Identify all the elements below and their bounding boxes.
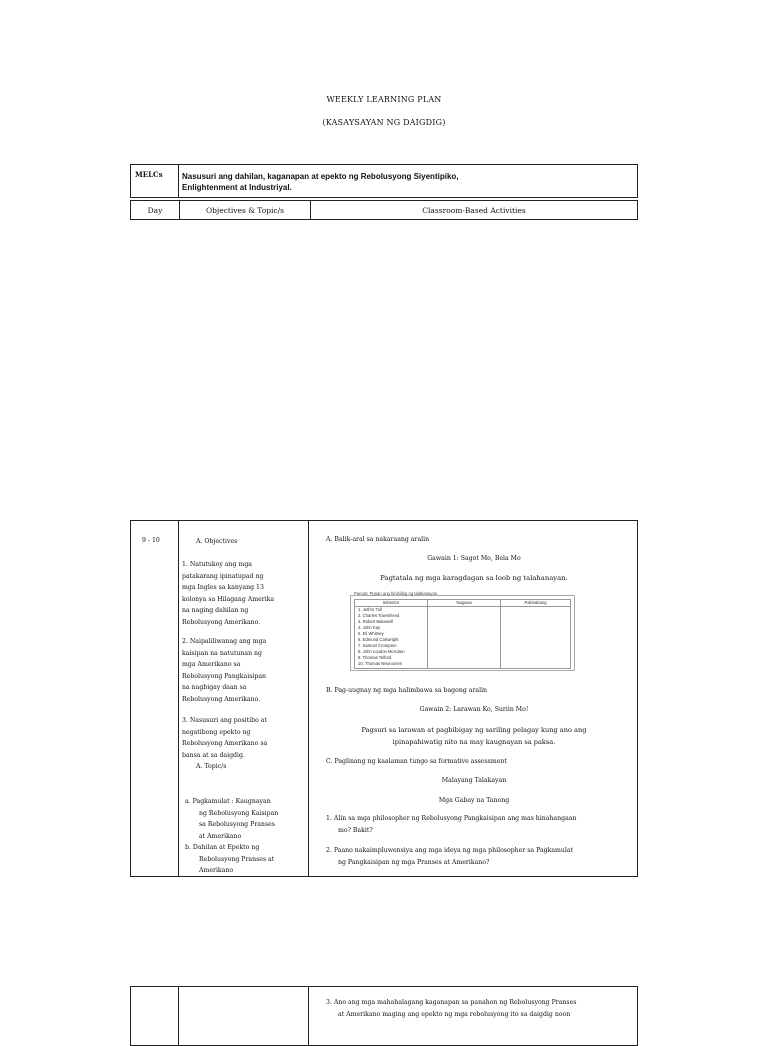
question-line: at Amerikano maging ang epekto ng mga rebolusyong ito sa daigdig noon bbox=[338, 1010, 571, 1018]
inventor-item: 3. Robert Bakewell bbox=[358, 619, 394, 624]
objective-line: Rebolusyong Amerikano sa bbox=[182, 740, 268, 747]
inventor-item: 5. Eli Whitney bbox=[358, 631, 384, 636]
instruction-line: Pagsuri sa larawan at pagbibigay ng sariling pelagay kung ano ang bbox=[361, 726, 587, 734]
table-header-row bbox=[130, 200, 638, 220]
nagawa-column bbox=[428, 600, 501, 668]
instruction-line: ipinapahiwatig nito na may kaugnayan sa paksa. bbox=[392, 737, 556, 746]
activity-b: B. Pag-uugnay ng mga halimbawa sa bagong aralin bbox=[326, 687, 488, 694]
inventor-header: Imbentor bbox=[355, 600, 427, 607]
pakinabang-column bbox=[501, 600, 570, 668]
topic-b bbox=[185, 842, 307, 877]
objective-line: Rebolusyong Pangkaisipan bbox=[182, 672, 267, 680]
topic-line: a. Pagkamulat : Kaugnayan bbox=[185, 798, 271, 805]
melc-label: MELCs bbox=[131, 165, 179, 197]
pakinabang-header: Pakinabang bbox=[501, 600, 570, 607]
inventor-item: 7. Samuel Crompton bbox=[358, 643, 397, 648]
objectives-heading: A. Objectives bbox=[196, 538, 238, 545]
inventor-column bbox=[355, 600, 428, 668]
gawain-1-title: Gawain 1: Sagot Mo, Bela Mo bbox=[427, 555, 521, 562]
objective-line: patakarang ipinatupad ng bbox=[182, 572, 264, 580]
column-divider bbox=[178, 987, 179, 1045]
objective-line: na nagbigay daan sa bbox=[182, 684, 247, 691]
question-1 bbox=[326, 813, 636, 836]
objective-line: bansa at sa daigdig. bbox=[182, 751, 245, 759]
inventor-item: 10. Thomas Newcomen bbox=[358, 661, 403, 666]
header-day: Day bbox=[131, 201, 180, 219]
melc-line: Enlightenment at Industriyal. bbox=[182, 183, 292, 192]
objective-3 bbox=[182, 715, 307, 761]
objective-line: Rebolusyong Amerikano. bbox=[182, 618, 261, 626]
lesson-row bbox=[130, 520, 638, 877]
topics-heading: A. Topic/s bbox=[196, 763, 227, 770]
topic-line: Rebolusyong Pranses at bbox=[199, 855, 275, 863]
inventor-table-caption: Panuto: Punan ang hinihiling ng talahanayan. bbox=[354, 591, 439, 596]
day-cell: 9 - 10 bbox=[142, 537, 160, 544]
question-3 bbox=[326, 997, 636, 1020]
column-divider bbox=[178, 521, 179, 876]
inventor-table bbox=[354, 599, 571, 669]
header-activities: Classroom-Based Activities bbox=[422, 205, 526, 215]
topic-line: b. Dahilan at Epekto ng bbox=[185, 844, 260, 851]
topic-a bbox=[185, 796, 307, 842]
question-2 bbox=[326, 845, 636, 868]
objective-line: mga Amerikano sa bbox=[182, 661, 241, 668]
objective-2 bbox=[182, 636, 307, 705]
malayang-talakayan: Malayang Talakayan bbox=[441, 777, 507, 784]
topic-line: at Amerikano bbox=[199, 832, 242, 840]
question-line: 3. Ano ang mga mahahalagang kaganapan sa panahon ng Rebolusyong Pranses bbox=[326, 999, 577, 1006]
melc-text bbox=[179, 165, 637, 197]
gawain-1-instruction: Pagtatala ng mga karagdagan sa loob ng talahanayan. bbox=[380, 574, 568, 582]
topic-line: Amerikano bbox=[199, 867, 234, 874]
inventor-item: 4. John Kay bbox=[358, 625, 381, 630]
topic-line: ng Rebolusyong Kaisipan bbox=[199, 809, 279, 817]
activity-c: C. Paglinang ng kaalaman tungo sa formative assessment bbox=[326, 758, 507, 765]
objective-line: Rebolusyong Amerikano. bbox=[182, 695, 261, 703]
melc-row bbox=[130, 164, 638, 198]
inventor-item: 8. John Loudon McAdam bbox=[358, 649, 405, 654]
objective-line: mga Ingles sa kanyang 13 bbox=[182, 584, 264, 591]
header-objectives: Objectives & Topic/s bbox=[180, 201, 311, 219]
inventor-item: 9. Thomas Telford bbox=[358, 655, 392, 660]
objective-line: na naging dahilan ng bbox=[182, 607, 249, 614]
next-page-row bbox=[130, 986, 638, 1046]
gabay-na-tanong: Mga Gabay na Tanong bbox=[438, 797, 510, 804]
objective-line: kolonya sa Hilagang Amerika bbox=[182, 595, 275, 603]
inventor-item: 1. Jethro Tull bbox=[358, 607, 382, 612]
objective-line: negatibong epekto ng bbox=[182, 728, 251, 736]
column-divider bbox=[308, 987, 309, 1045]
inventor-table-image bbox=[350, 591, 575, 671]
melc-line: Nasusuri ang dahilan, kaganapan at epekto ng Rebolusyong Siyentipiko, bbox=[182, 172, 459, 181]
nagawa-header: Nagawa bbox=[428, 600, 500, 607]
inventor-item: 2. Charles Townshend bbox=[358, 613, 400, 618]
activity-a: A. Balik-aral sa nakaraang aralin bbox=[326, 536, 430, 543]
gawain-2-instruction bbox=[309, 725, 639, 748]
question-line: mo? Bakit? bbox=[338, 826, 373, 834]
question-line: 1. Alin sa mga philosopher ng Rebolusyong Pangkaisipan ang mas hinahangaan bbox=[326, 815, 577, 822]
objective-line: 1. Natutukoy ang mga bbox=[182, 561, 252, 568]
objective-line: 2. Naipaliliwanag ang mga bbox=[182, 638, 267, 645]
page-title: WEEKLY LEARNING PLAN bbox=[326, 95, 442, 104]
inventor-item: 6. Edmund Cartwright bbox=[358, 637, 399, 642]
objective-1 bbox=[182, 559, 307, 628]
topic-line: sa Rebolusyong Pranses bbox=[199, 821, 275, 828]
gawain-2-title: Gawain 2: Larawan Ko, Suriin Mo! bbox=[419, 706, 529, 713]
page-subtitle: (KASAYSAYAN NG DAIGDIG) bbox=[322, 118, 446, 127]
question-line: 2. Paano nakaimpluwensiya ang mga ideya ng mga philosopher sa Pagkamulat bbox=[326, 847, 574, 854]
objective-line: 3. Nasusuri ang positibo at bbox=[182, 717, 267, 724]
question-line: ng Pangkaisipan ng mga Pranses at Amerikano? bbox=[338, 858, 490, 866]
objective-line: kaisipan na natutunan ng bbox=[182, 649, 263, 657]
